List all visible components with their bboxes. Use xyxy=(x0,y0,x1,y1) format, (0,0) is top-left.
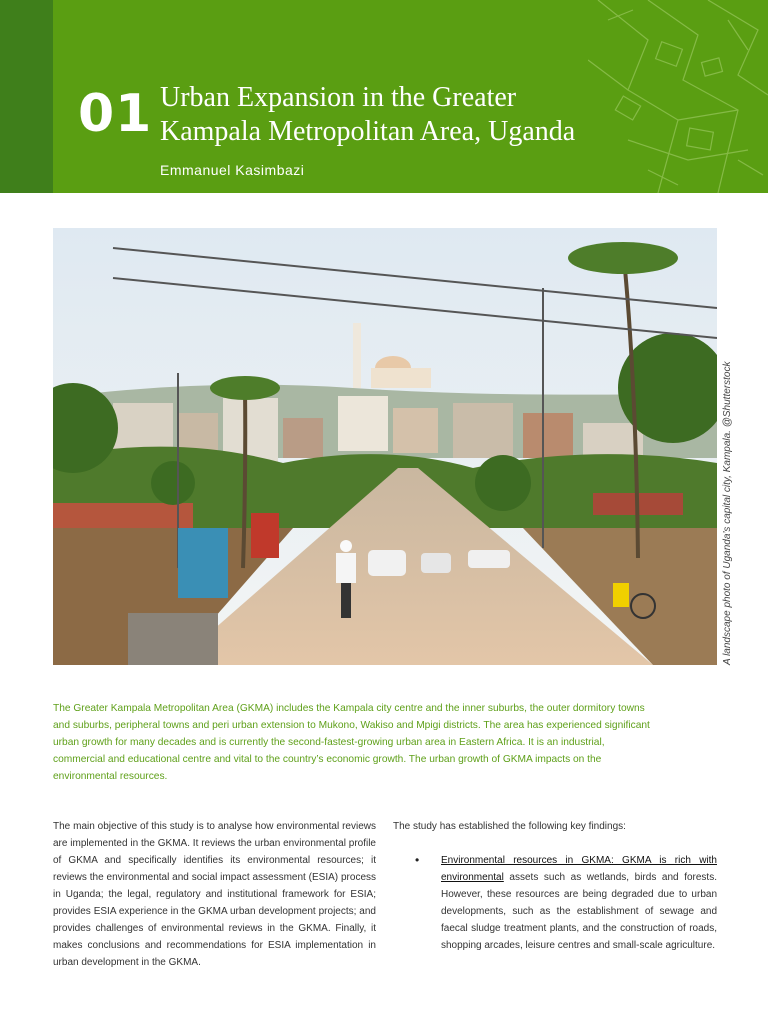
author-name: Emmanuel Kasimbazi xyxy=(160,162,305,178)
finding-item xyxy=(393,852,717,954)
findings-intro: The study has established the following key findings: xyxy=(393,821,626,832)
chapter-title xyxy=(160,81,640,149)
chapter-header xyxy=(0,0,768,193)
bullet-icon: • xyxy=(415,853,420,867)
chapter-number: 01 xyxy=(78,84,153,144)
city-photo-illustration xyxy=(53,228,717,665)
finding-text: assets such as wetlands, birds and forests. However, these resources are being degraded due to urban developments, such as the establishment of sewage and faecal sludge treatment plants, and the construction of roads, shopping arcades, leisure centres and small-scale agriculture. xyxy=(441,872,717,951)
intro-paragraph: The Greater Kampala Metropolitan Area (GKMA) includes the Kampala city centre and the inner suburbs, the outer dormitory towns and suburbs, peripheral towns and peri urban extension to Mukono, Wakiso and Mpigi districts. The area has experienced significant urban growth for many decades and is currently the second-fastest-growing urban area in Eastern Africa. It is an industrial, commercial and educational centre and vital to the country’s economic growth. The urban growth of GKMA impacts on the environmental resources. xyxy=(53,703,650,782)
study-objective-paragraph: The main objective of this study is to analyse how environmental reviews are implemented in the GKMA. It reviews the urban environmental profile of GKMA and specifically identifies its environmental resources; it reviews the environmental and social impact assessment (ESIA) process in Uganda; the legal, regulatory and institutional framework for ESIA; provides ESIA experience in the GKMA urban development projects; and provides challenges of environmental reviews in the GKMA. Finally, it makes conclusions and recommendations for ESIA implementation in urban development in the GKMA. xyxy=(53,821,376,968)
finding-heading: Environmental resources in GKMA: GKMA is rich with environmental xyxy=(441,855,717,883)
chapter-title-line-1: Urban Expansion in the Greater xyxy=(160,82,517,113)
body-left-column xyxy=(53,818,376,971)
photo-caption: A landscape photo of Uganda’s capital city, Kampala. @Shutterstock xyxy=(722,361,733,665)
body-right-column xyxy=(393,818,717,954)
kampala-landscape-photo xyxy=(53,228,717,665)
header-accent-strip xyxy=(0,0,53,193)
chapter-title-line-2: Kampala Metropolitan Area, Uganda xyxy=(160,116,576,147)
